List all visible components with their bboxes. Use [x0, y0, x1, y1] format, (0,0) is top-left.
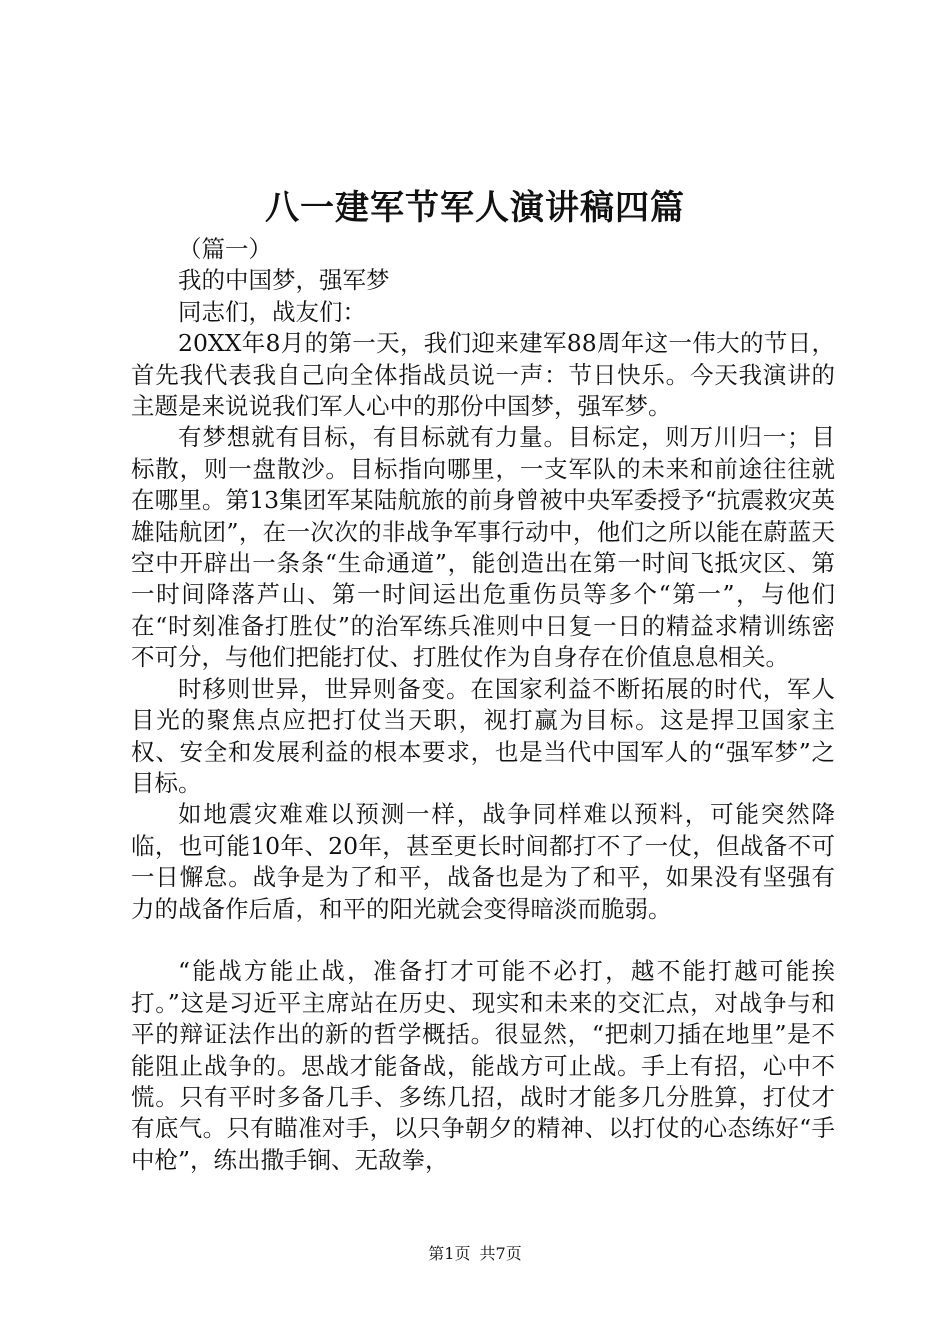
speech-subtitle: 我的中国梦，强军梦: [178, 266, 390, 295]
salutation: 同志们，战友们：: [178, 297, 366, 326]
paragraph: 20XX年8月的第一天，我们迎来建军88周年这一伟大的节日，首先我代表我自己向全体指战员说一声：节日快乐。今天我演讲的主题是来说说我们军人心中的那份中国梦，强军梦。: [131, 329, 835, 421]
document-body: [131, 234, 835, 1176]
paragraph-spacer: [131, 925, 835, 956]
section-label: （篇一）: [178, 235, 272, 263]
paragraph: “能战方能止战，准备打才可能不必打，越不能打越可能挨打。”这是习近平主席站在历史、现实和未来的交汇点，对战争与和平的辩证法作出的新的哲学概括。很显然，“把刺刀插在地里”是不能阻止战争的。思战才能备战，能战方可止战。手上有招，心中不慌。只有平时多备几手、多练几招，战时才能多几分胜算，打仗才有底气。只有瞄准对手，以只争朝夕的精神、以打仗的心态练好“手中枪”，练出撒手锏、无敌拳，: [131, 957, 835, 1174]
paragraph: 如地震灾难难以预测一样，战争同样难以预料，可能突然降临，也可能10年、20年，甚至更长时间都打不了一仗，但战备不可一日懈怠。战争是为了和平，战备也是为了和平，如果没有坚强有力的战备作后盾，和平的阳光就会变得暗淡而脆弱。: [131, 800, 835, 923]
paragraph: 有梦想就有目标，有目标就有力量。目标定，则万川归一；目标散，则一盘散沙。目标指向哪里，一支军队的未来和前途往往就在哪里。第13集团军某陆航旅的前身曾被中央军委授予“抗震救灾英雄陆航团”，在一次次的非战争军事行动中，他们之所以能在蔚蓝天空中开辟出一条条“生命通道”，能创造出在第一时间飞抵灾区、第一时间降落芦山、第一时间运出危重伤员等多个“第一”，与他们在“时刻准备打胜仗”的治军练兵准则中日复一日的精益求精训练密不可分，与他们把能打仗、打胜仗作为自身存在价值息息相关。: [131, 423, 835, 672]
paragraph: 时移则世异，世异则备变。在国家利益不断拓展的时代，军人目光的聚焦点应把打仗当天职，视打赢为目标。这是捍卫国家主权、安全和发展利益的根本要求，也是当代中国军人的“强军梦”之目标。: [131, 674, 835, 797]
document-title: 八一建军节军人演讲稿四篇: [265, 188, 685, 228]
page-number: 第1页 共7页: [428, 1244, 522, 1263]
